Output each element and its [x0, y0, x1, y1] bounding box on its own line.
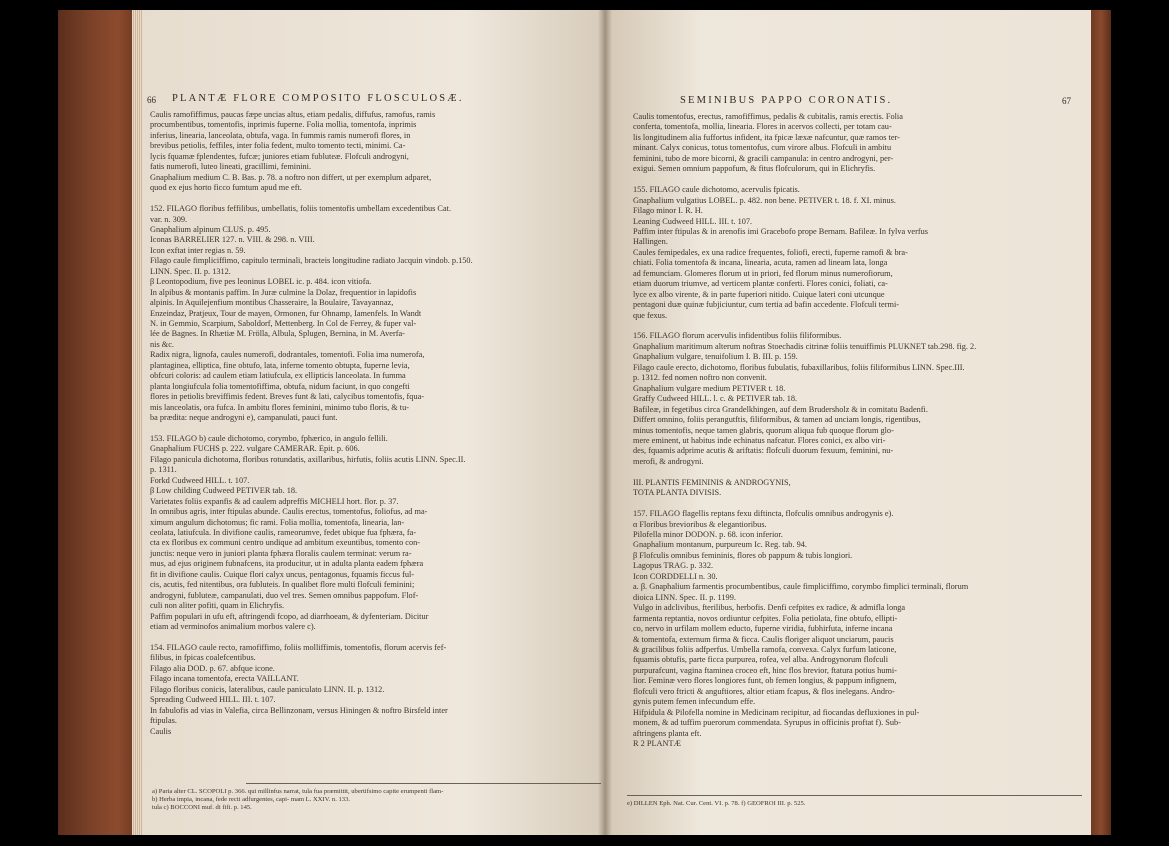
- page-number: 66: [147, 95, 156, 105]
- text-line: Filago caule fimpliciffimo, capitulo terminali, bracteis longitudine radiato Jacquin vindob. p.150.: [150, 256, 473, 266]
- text-line: In fabulofis ad vias in Valefia, circa Bellinzonam, versus Hiningen & noftro Birsfeld inter: [150, 705, 448, 715]
- text-line: Icon exftat inter regias n. 59.: [150, 245, 246, 255]
- text-line: Radix nigra, lignofa, caules numerofi, dodrantales, tomentofi. Folia ima numerofa,: [150, 350, 425, 360]
- running-head: SEMINIBUS PAPPO CORONATIS.: [680, 95, 893, 106]
- left-page: [142, 10, 605, 835]
- text-line: aftringens planta eft.: [633, 728, 702, 738]
- text-line: Caulis tomentofus, erectus, ramofiffimus, pedalis & cubitalis, ramis erectis. Folia: [633, 112, 903, 121]
- text-line: III. PLANTIS FEMININIS & ANDROGYNIS,: [633, 477, 791, 487]
- text-line: monem, & ad tuffim puerorum commendata. Syrupus in officinis proftat f). Sub-: [633, 718, 901, 728]
- running-head: PLANTÆ FLORE COMPOSITO FLOSCULOSÆ.: [172, 93, 464, 104]
- text-line: farmenta reptantia, novos ordiuntur cefpites. Folia petiolata, fine obtufo, ellipti-: [633, 613, 898, 623]
- text-line: Paffim populari in ufu eft, aftringendi fcopo, ad diarrhoeam, & dyfenteriam. Dicitur: [150, 611, 429, 621]
- book-cover-right: [1089, 10, 1111, 835]
- text-line: 157. FILAGO flagellis reptans fexu diftincta, flofculis omnibus androgynis e).: [633, 509, 894, 519]
- text-line: Hifpidula & Pilofella nomine in Medicinam recipitur, ad fiocandas defluxiones in pul-: [633, 707, 920, 717]
- text-line: & tomentofa, externum firma & ficca. Caulis floriger aliquot unciarum, paucis: [633, 634, 894, 644]
- text-line: 154. FILAGO caule recto, ramofiffimo, foliis molliffimis, tomentofis, florum acervis fef-: [150, 642, 447, 652]
- text-line: Filago panicula dichotoma, floribus rotundatis, axillaribus, hirfutis, foliis acutis LINN. Spec.II.: [150, 454, 466, 464]
- text-line: lis longitudinem alia fuffortus infident, ita fpicæ læxæ nafcuntur, quæ ramos ter-: [633, 132, 900, 142]
- text-line: inferius, linearia, lanceolata, obtufa, vaga. In fummis ramis numerofi flores, in: [150, 130, 411, 140]
- text-line: brevibus petiolis, feffiles, inter folia fedent, multo tomento tecti, minimi. Ca-: [150, 141, 406, 151]
- text-line: Gnaphalium medium C. B. Bas. p. 78. a noftro non differt, ut per exemplum adparet,: [150, 172, 432, 182]
- text-line: flores in petiolis breviffimis fedent. Breves funt & lati, calycibus tomentofis, fqua-: [150, 392, 425, 402]
- text-line: & gracilibus foliis adfperfus. Umbella ramofa, convexa. Calyx furfum laticone,: [633, 644, 897, 654]
- right-page: [605, 10, 1091, 835]
- text-line: Gnaphalium FUCHS p. 222. vulgare CAMERAR. Epit. p. 606.: [150, 444, 360, 454]
- text-line: cta ex floribus ex communi centro undique ad ambitum exeuntibus, tomento con-: [150, 538, 421, 548]
- text-line: Caules femipedales, ex una radice frequentes, foliofi, erecti, fuperne ramofi & bra-: [633, 247, 908, 257]
- text-line: lycis fquamæ fplendentes, fufcæ; juniores etiam fubluteæ. Flofculi androgyni,: [150, 151, 409, 161]
- text-line: lyce ex albo virente, & in parte fuperiori nitido. Cuique lateri coni utcunque: [633, 289, 885, 299]
- text-line: In omnibus agris, inter ftipulas abunde. Caulis erectus, tomentofus, foliofus, ad ma-: [150, 507, 428, 517]
- text-line: planta longiufcula folia tomentofiffima, obtufa, nidum faciunt, in quo congefti: [150, 381, 410, 391]
- book-cover-left: [58, 10, 138, 835]
- text-line: Hallingen.: [633, 237, 668, 247]
- text-line: mere eminent, ut habitus inde echinatus nafcatur. Flores conici, ex albo viri-: [633, 435, 886, 445]
- book-gutter: [598, 10, 612, 835]
- text-line: In alpibus & montanis paffim. In Juræ culmine la Dolaz, frequentior in lapidofis: [150, 287, 417, 297]
- text-line: β Flofculis omnibus femininis, flores ob pappum & tubis longiori.: [633, 550, 853, 560]
- text-line: a. β. Gnaphalium farmentis procumbentibus, caule fimpliciffimo, corymbo fimplici terminali, florum: [633, 582, 969, 592]
- text-line: Gnaphalium vulgare medium PETIVER t. 18.: [633, 383, 786, 393]
- text-line: LINN. Spec. II. p. 1312.: [150, 266, 231, 276]
- text-line: α Floribus brevioribus & elegantioribus.: [633, 519, 767, 529]
- text-line: flofculi vero ftricti & anguftiores, altior etiam fcapus, & flos inelegans. Andro-: [633, 686, 895, 696]
- text-line: β Low childing Cudweed PETIVER tab. 18.: [150, 486, 298, 496]
- text-line: Differt omnino, foliis perangutftis, filiformibus, & tamen ad unciam longis, rigentibus,: [633, 415, 921, 425]
- text-line: fatis numerofi, luteo lineati, gracillimi, feminini.: [150, 162, 312, 172]
- text-line: filibus, in fpicas coalefcentibus.: [150, 653, 256, 663]
- text-line: dioica LINN. Spec. II. p. 1199.: [633, 592, 736, 602]
- text-line: Filago caule erecto, dichotomo, floribus fubulatis, fubaxillaribus, foliis filiformibus LINN. Spec.III.: [633, 362, 965, 372]
- text-line: exigui. Semen omnium pappofum, & fitus flofculorum, qui in Elichryfis.: [633, 164, 876, 174]
- text-line: procumbentibus, tomentofis, inprimis fuperne. Folia mollia, tomentofa, inprimis: [150, 120, 417, 130]
- text-line: Gnaphalium vulgare, tenuifolium I. B. III. p. 159.: [633, 352, 798, 362]
- page-number: 67: [1062, 96, 1071, 106]
- text-line: 155. FILAGO caule dichotomo, acervulis fpicatis.: [633, 185, 800, 195]
- text-line: Caulis: [150, 726, 172, 736]
- text-line: R 2 PLANTÆ: [633, 739, 681, 748]
- text-line: p. 1312. fed nomen noftro non convenit.: [633, 373, 767, 383]
- text-line: Graffy Cudweed HILL. l. c. & PETIVER tab. 18.: [633, 394, 798, 404]
- text-line: 153. FILAGO b) caule dichotomo, corymbo, fphærico, in angulo fellili.: [150, 433, 388, 443]
- book-spread: [58, 10, 1111, 835]
- text-line: Filago minor I. R. H.: [633, 206, 703, 216]
- text-line: Filago alia DOD. p. 67. abfque icone.: [150, 663, 275, 673]
- text-line: Gnaphalium alpinum CLUS. p. 495.: [150, 224, 271, 234]
- text-line: cis, acutis, fed nitentibus, ora fubluteis. In qualibet flore multi flofculi feminini;: [150, 580, 415, 590]
- text-line: N. in Gemmio, Scarpium, Saboldorf, Mettenberg. In Col de Ferrey, & fuper val-: [150, 319, 417, 328]
- text-line: Filago floribus conicis, lateralibus, caule paniculato LINN. II. p. 1312.: [150, 684, 385, 694]
- text-line: Gnaphalium maritimum alterum noftras Stoechadis citrinæ foliis tenuiffimis PLUKNET tab.298. fig. 2.: [633, 341, 977, 351]
- text-line: Caulis ramofiffimus, paucas fæpe uncias altus, etiam pedalis, diffufus, ramofus, ramis: [150, 110, 436, 119]
- text-line: purpurafcunt, vagina ftaminea croceo eft, hinc flos brevior, ftatura potius humi-: [633, 665, 897, 675]
- text-line: nis &c.: [150, 339, 174, 349]
- text-line: Paffim inter ftipulas & in arenofis imi Gracebofo prope Bernam. Bafileæ. In fylva verfus: [633, 226, 928, 236]
- text-line: fit in divifione caulis. Cuique flori calyx uncus, pentagonus, fquamis ficcus ful-: [150, 569, 415, 579]
- text-line: chiati. Folia tomentofa & incana, linearia, acuta, ramen ad lineam lata, longa: [633, 258, 888, 268]
- text-line: culi non aliter pofiti, quam in Elichryfis.: [150, 601, 285, 611]
- text-line: Bafileæ, in fegetibus circa Grandelkhingen, auf dem Brudersholz & in comitatu Badenfi.: [633, 404, 928, 414]
- text-line: Icon CORDDELLI n. 30.: [633, 571, 718, 581]
- text-line: Leaning Cudweed HILL. III. t. 107.: [633, 216, 753, 226]
- footnote-rule: [627, 795, 1082, 796]
- text-line: feminini, tubo de more bicorni, & gracili campanula: in centro androgyni, per-: [633, 153, 894, 163]
- text-line: Forkd Cudweed HILL. t. 107.: [150, 475, 250, 485]
- text-line: Gnaphalium vulgatius LOBEL. p. 482. non bene. PETIVER t. 18. f. XI. minus.: [633, 195, 896, 205]
- text-line: lior. Feminæ vero flores longiores funt, ob femen longius, & pappum infignem,: [633, 676, 897, 686]
- text-line: TOTA PLANTA DIVISIS.: [633, 488, 722, 498]
- text-line: ceolata, latiufcula. In divifione caulis, rameorumve, fedet ubique fua fphæra, fa-: [150, 528, 417, 537]
- text-line: junctis: neque vero in juniori planta fphæra floralis caulem terminat: verum ra-: [150, 548, 412, 558]
- text-line: androgyni, fubluteæ, campanulati, duo vel tres. Semen omnibus pappofum. Flof-: [150, 590, 419, 600]
- text-line: Pilofella minor DODON. p. 68. icon inferior.: [633, 530, 783, 539]
- text-line: Lagopus TRAG. p. 332.: [633, 561, 714, 571]
- text-line: obfcuri coloris: ad caulem etiam latiufcula, ex ellipticis lanceolata. In fumma: [150, 371, 406, 381]
- text-line: gynis putem femen infecundum effe.: [633, 697, 756, 707]
- text-line: Iconas BARRELIER 127. n. VIII. & 298. n. VIII.: [150, 235, 315, 245]
- text-line: Spreading Cudweed HILL. III. t. 107.: [150, 695, 276, 705]
- text-line: p. 1311.: [150, 465, 177, 475]
- text-line: lée de Bagnes. In Rhætiæ M. Frölla, Albula, Splugen, Bernina, in M. Averfa-: [150, 329, 405, 339]
- text-line: que fexus.: [633, 310, 668, 320]
- text-line: var. n. 309.: [150, 214, 188, 224]
- text-line: fquamis obtufis, parte ficca purpurea, rofea, vel alba. Androgynorum flofculi: [633, 655, 889, 665]
- text-line: mis lanceolatis, ora fufca. In ambitu flores feminini, minimo tubo floris, & tu-: [150, 402, 409, 412]
- text-line: des, fquamis adprime acutis & ariftatis: flofculi duorum fexuum, feminini, nu-: [633, 446, 894, 456]
- text-line: alpinis. In Aquilejenfium montibus Chasseraire, la Boulaire, Tavayannaz,: [150, 298, 394, 308]
- text-line: 152. FILAGO floribus feffilibus, umbellatis, foliis tomentofis umbellam excedentibus Cat.: [150, 204, 452, 214]
- text-line: ba prædita: neque androgyni e), campanulati, pauci funt.: [150, 413, 338, 423]
- text-line: plantaginea, elliptica, fine obtufo, lata, inferne tomento obtupta, fuperne levia,: [150, 360, 410, 370]
- text-line: Varietates foliis expanfis & ad caulem adpreffis MICHELI hort. flor. p. 37.: [150, 496, 399, 506]
- text-line: etiam ad verminofos animalium morbos valere c).: [150, 622, 316, 632]
- text-line: Vulgo in adclivibus, fterilibus, herbofis. Denfi cefpites ex radice, & admifla longa: [633, 603, 906, 613]
- footnote-line: tula c) BOCCONI muf. di fifi. p. 145.: [152, 804, 252, 812]
- text-line: minant. Calyx conicus, totus tomentofus, cum virore albus. Flofculi in ambitu: [633, 143, 892, 153]
- text-line: quod ex ejus horto ficco fumtum apud me eft.: [150, 183, 302, 193]
- text-line: Filago incana tomentofa, erecta VAILLANT.: [150, 674, 299, 684]
- text-line: conferta, tomentofa, mollia, linearia. Flores in acervos collecti, per totam cau-: [633, 122, 892, 132]
- text-line: mus, ad ejus originem fubnafcens, ita producitur, ut in adulta planta eadem fphæra: [150, 559, 424, 569]
- text-line: minus tomentofis, neque tamen glabris, quorum aliqua fub quoque florum glo-: [633, 425, 894, 435]
- text-line: 156. FILAGO florum acervulis infidentibus foliis filiformibus.: [633, 331, 842, 341]
- text-line: β Leontopodium, five pes leoninus LOBEL ic. p. 484. icon vitiofa.: [150, 277, 372, 287]
- text-line: ad femunciam. Glomeres florum ut in priori, fed florum minus numerofiorum,: [633, 268, 893, 278]
- text-line: Enzeindaz, Pratjeux, Tour de mayen, Ormonen, fur Ohnamp, Iamenfels. In Wandt: [150, 308, 422, 318]
- text-line: merofi, & androgyni.: [633, 456, 704, 466]
- footnote-rule: [246, 783, 601, 784]
- footnote-line: e) DILLEN Eph. Nat. Cur. Cent. VI. p. 78. f) GEOFROI III. p. 525.: [627, 800, 806, 807]
- text-line: ximum angulum dichotomus; fic rami. Folia mollia, tomentofa, linearia, lan-: [150, 517, 405, 527]
- text-line: ftipulas.: [150, 716, 177, 726]
- text-line: Gnaphalium montanum, purpureum Ic. Reg. tab. 94.: [633, 540, 807, 550]
- footnote-line: a) Paria alter CL. SCOPOLI p. 366. qui millinfus narrat, tula fua præmittit, ubertifsimo capite erumpenti flam-: [152, 788, 444, 795]
- text-line: pentagoni duæ quinæ fubjiciuntur, cum tertia ad bafin accedente. Flofculi termi-: [633, 300, 900, 310]
- text-line: etiam duorum triumve, ad verticem plantæ conferti. Flores conici, foliati, ca-: [633, 279, 888, 289]
- text-line: co, nervo in urfilam mollem educto, fuperne viridia, fubhirfuta, inferne incana: [633, 624, 893, 634]
- footnote-line: b) Herba impia, incana, fede recti adfurgentes, capi- mam L. XXIV. n. 133.: [152, 796, 351, 804]
